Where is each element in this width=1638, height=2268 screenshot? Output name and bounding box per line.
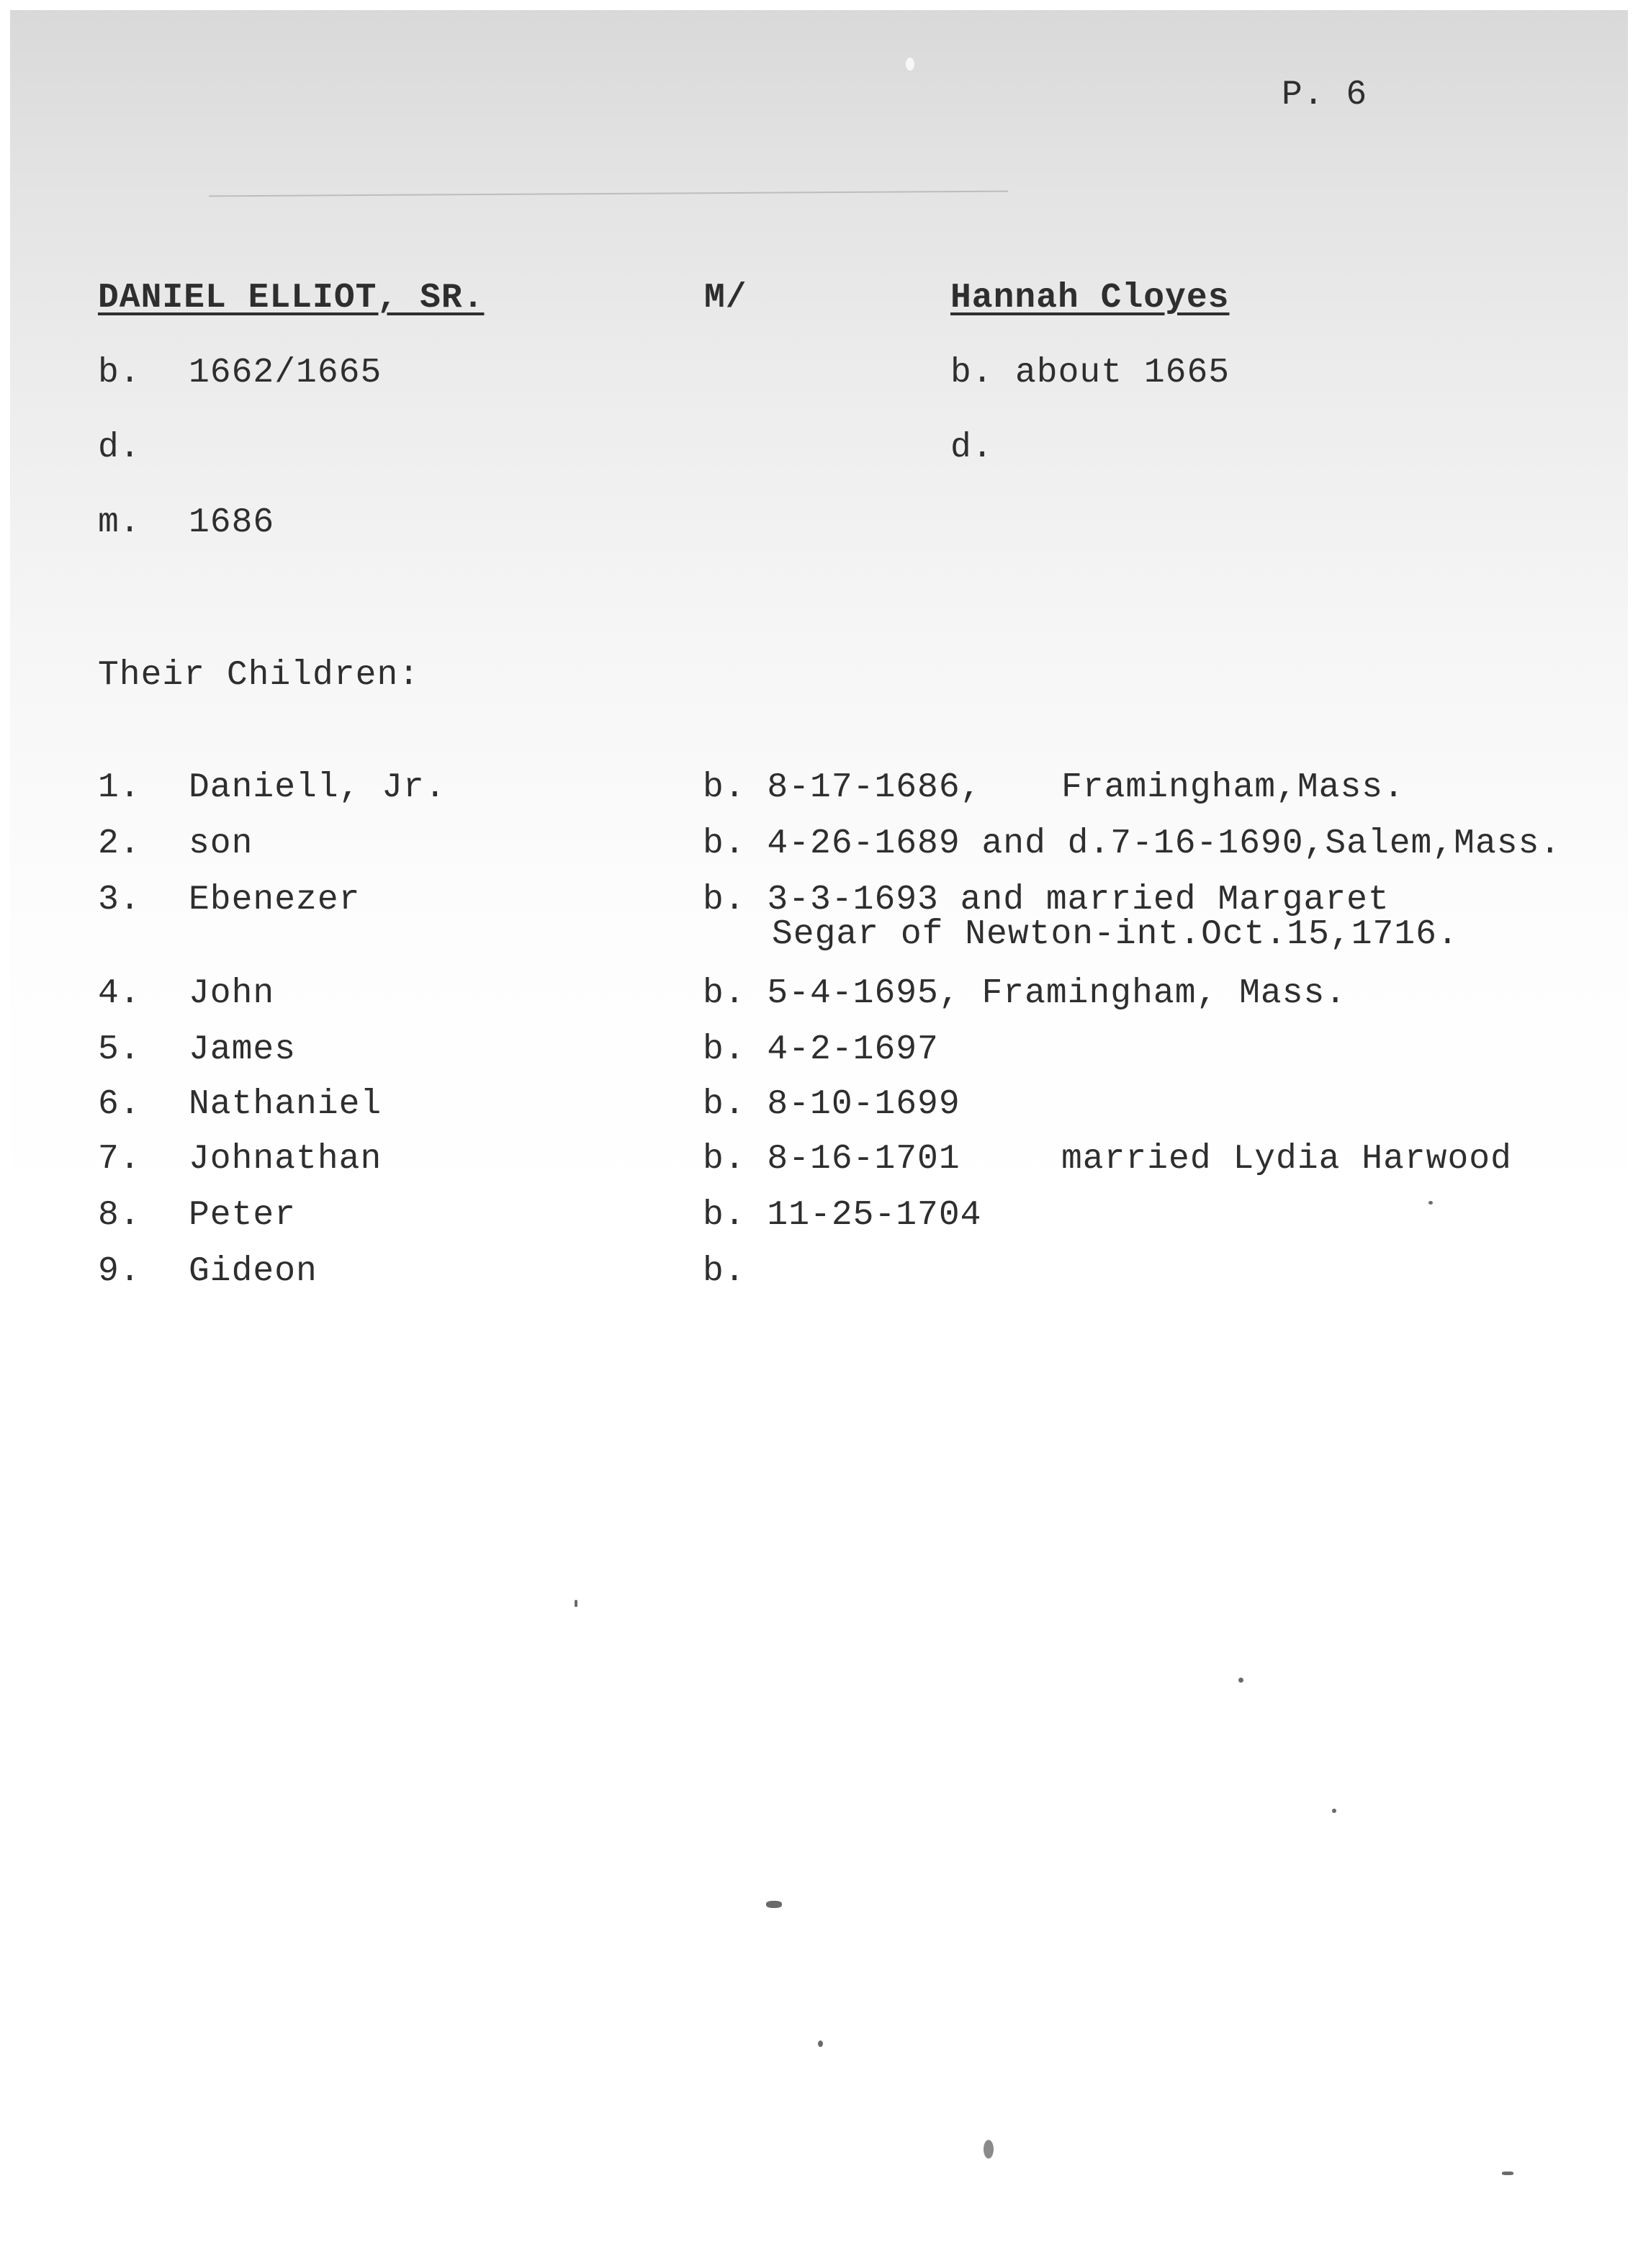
scan-speck [1502,2172,1513,2175]
child-extra: married Lydia Harwood [1061,1140,1512,1179]
husband-born-value: 1662/1665 [189,354,382,392]
child-info: b. 8-17-1686, [703,768,982,807]
child-name: Peter [189,1196,297,1235]
child-info: b. 8-10-1699 [703,1085,960,1124]
scan-speck [766,1901,782,1908]
child-info: b. 8-16-1701 [703,1140,960,1179]
child-number: 3. [98,881,141,919]
husband-died-label: d. [98,428,141,467]
scan-border-right [1628,0,1638,2268]
child-number: 9. [98,1252,141,1291]
husband-born-label: b. [98,354,141,392]
child-info: b. 4-26-1689 and d.7-16-1690,Salem,Mass. [703,824,1562,863]
scan-speck [984,2140,994,2159]
child-info: b. 5-4-1695, Framingham, Mass. [703,974,1347,1013]
scan-speck [1428,1201,1433,1205]
scan-speck [575,1600,577,1607]
child-info: b. 3-3-1693 and married Margaret [703,881,1390,919]
wife-born-label: b. [950,354,994,392]
child-info: b. 11-25-1704 [703,1196,982,1235]
scan-speck [1238,1678,1243,1683]
child-info: b. [703,1252,746,1291]
husband-name: DANIEL ELLIOT, SR. [98,279,485,318]
scan-speck [906,58,914,71]
faint-rule-line [209,191,1008,197]
child-info: b. 4-2-1697 [703,1030,939,1069]
child-number: 8. [98,1196,141,1235]
child-name: Nathaniel [189,1085,382,1124]
scan-border-top [0,0,1638,10]
child-number: 7. [98,1140,141,1179]
wife-name: Hannah Cloyes [950,279,1230,318]
child-name: son [189,824,253,863]
page-number: P. 6 [1282,76,1368,114]
child-name: John [189,974,275,1013]
child-number: 6. [98,1085,141,1124]
scan-border-left [0,0,10,2268]
scan-speck [818,2040,823,2047]
child-number: 1. [98,768,141,807]
child-number: 4. [98,974,141,1013]
children-heading: Their Children: [98,656,420,695]
child-name: Daniell, Jr. [189,768,446,807]
wife-born-value: about 1665 [1015,354,1230,392]
child-name: Ebenezer [189,881,361,919]
child-name: James [189,1030,297,1069]
child-info-continued: Segar of Newton-int.Oct.15,1716. [772,915,1459,954]
scan-speck [1332,1809,1336,1813]
husband-married-label: m. [98,503,141,542]
child-name: Johnathan [189,1140,382,1179]
child-number: 2. [98,824,141,863]
child-extra: Framingham,Mass. [1061,768,1405,807]
married-marker: M/ [704,279,747,318]
child-number: 5. [98,1030,141,1069]
husband-married-value: 1686 [189,503,275,542]
wife-died-label: d. [950,428,994,467]
child-name: Gideon [189,1252,318,1291]
